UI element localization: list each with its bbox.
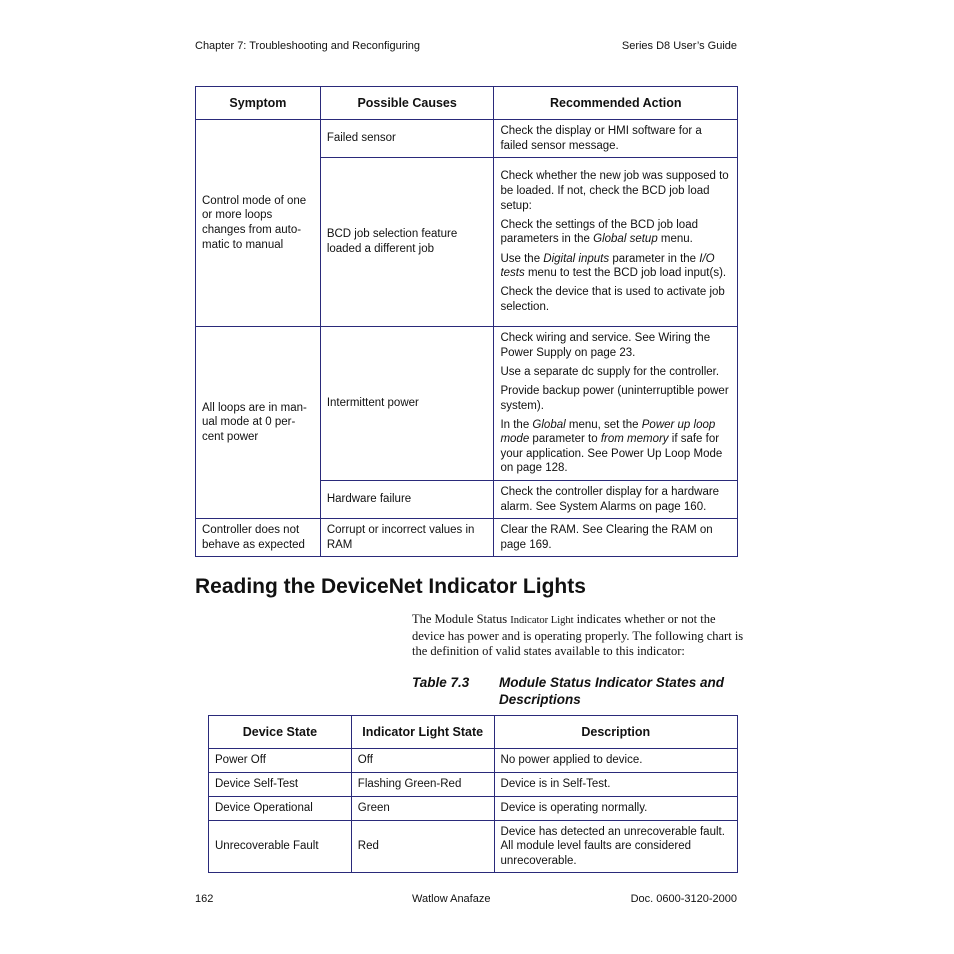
symptom-cell: Control mode of one or more loops changes from auto-matic to manual [196, 120, 321, 327]
light-state-cell: Flashing Green-Red [351, 773, 494, 797]
action-cell: Check the display or HMI software for a failed sensor message. [494, 120, 738, 158]
column-header-device-state: Device State [209, 716, 352, 749]
cause-cell: Hardware failure [320, 481, 494, 519]
action-step: Check whether the new job was supposed to be loaded. If not, check the BCD job load setup: [500, 170, 729, 212]
section-heading: Reading the DeviceNet Indicator Lights [195, 575, 586, 598]
table-header-row [196, 87, 738, 120]
footer-doc-number: Doc. 0600-3120-2000 [630, 893, 737, 905]
device-state-cell: Unrecoverable Fault [209, 821, 352, 873]
action-step: Use the Digital inputs parameter in the I/O tests menu to test the BCD job load input(s). [500, 252, 727, 280]
action-step: Check the settings of the BCD job load parameters in the Global setup menu. [500, 218, 698, 246]
cause-cell: BCD job selection feature loaded a different job [320, 158, 494, 327]
column-header-light-state: Indicator Light State [351, 716, 494, 749]
column-header-causes: Possible Causes [320, 87, 494, 120]
indicator-states-table [208, 715, 738, 873]
cause-cell: Corrupt or incorrect values in RAM [320, 519, 494, 557]
action-cell [494, 158, 738, 327]
action-step: Provide backup power (uninterruptible power system). [500, 384, 729, 412]
action-cell [494, 327, 738, 481]
action-step: Use a separate dc supply for the controller. [500, 365, 720, 378]
symptom-cell: Controller does not behave as expected [196, 519, 321, 557]
table-row [196, 327, 738, 481]
action-cell: Check the controller display for a hardware alarm. See System Alarms on page 160. [494, 481, 738, 519]
light-state-cell: Off [351, 749, 494, 773]
page-number: 162 [195, 893, 214, 905]
cause-cell: Intermittent power [320, 327, 494, 481]
table-row [196, 519, 738, 557]
table-caption-text: Module Status Indicator States and Descriptions [499, 675, 725, 707]
description-cell: Device is operating normally. [494, 797, 737, 821]
running-header-chapter: Chapter 7: Troubleshooting and Reconfiguring [195, 40, 421, 52]
table-row [209, 773, 738, 797]
table-row [196, 120, 738, 158]
light-state-cell: Green [351, 797, 494, 821]
table-row [209, 749, 738, 773]
footer-publisher: Watlow Anafaze [412, 893, 491, 905]
column-header-description: Description [494, 716, 737, 749]
action-cell: Clear the RAM. See Clearing the RAM on page 169. [494, 519, 738, 557]
table-caption-number: Table 7.3 [412, 675, 470, 690]
troubleshooting-table [195, 86, 738, 557]
running-header-guide: Series D8 User’s Guide [621, 40, 737, 52]
description-cell: Device has detected an unrecoverable fault. All module level faults are considered unrecoverable. [494, 821, 737, 873]
device-state-cell: Power Off [209, 749, 352, 773]
cause-cell: Failed sensor [320, 120, 494, 158]
description-cell: No power applied to device. [494, 749, 737, 773]
action-step: In the Global menu, set the Power up loop mode parameter to from memory if safe for your application. See Power Up Loop Mode on page 128. [500, 418, 723, 475]
description-cell: Device is in Self-Test. [494, 773, 737, 797]
table-row [209, 821, 738, 873]
device-state-cell: Device Operational [209, 797, 352, 821]
device-state-cell: Device Self-Test [209, 773, 352, 797]
table-row [209, 797, 738, 821]
action-step: Check wiring and service. See Wiring the Power Supply on page 23. [500, 331, 711, 359]
column-header-action: Recommended Action [494, 87, 738, 120]
symptom-cell: All loops are in man-ual mode at 0 per-cent power [196, 327, 321, 519]
column-header-symptom: Symptom [196, 87, 321, 120]
table-header-row [209, 716, 738, 749]
intro-paragraph: The Module Status Indicator Light indicates whether or not the device has power and is operating properly. The following chart is the definition of valid states available to this indicator: [412, 612, 744, 659]
action-step: Check the device that is used to activate job selection. [500, 286, 725, 313]
light-state-cell: Red [351, 821, 494, 873]
